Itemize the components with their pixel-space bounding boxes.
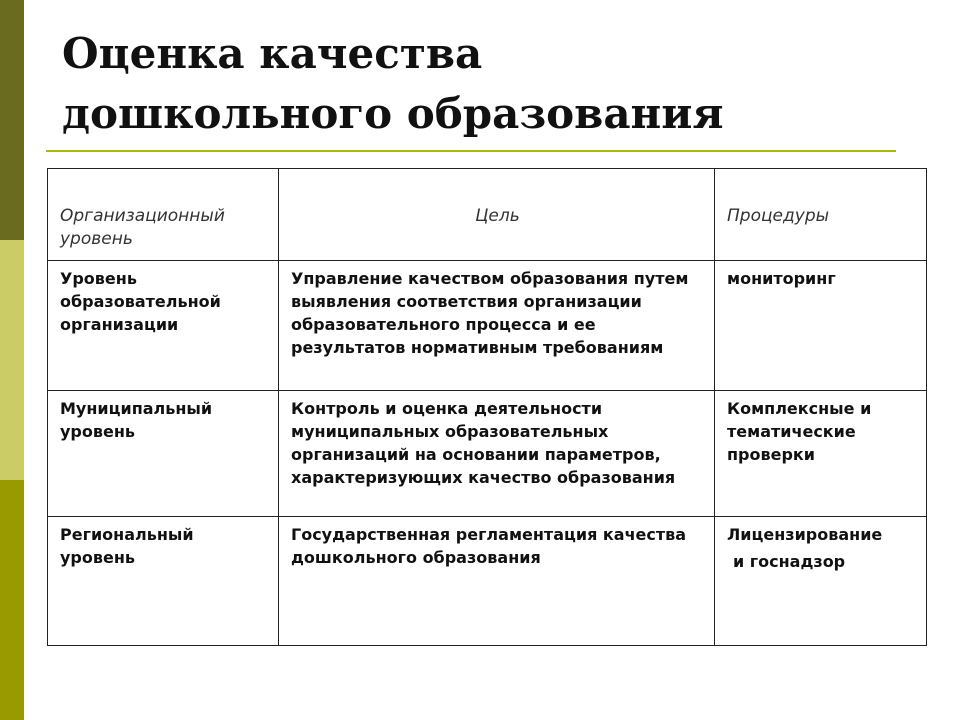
side-strip-bottom	[0, 480, 24, 720]
header-goal: Цель	[279, 169, 715, 261]
table-header-row	[48, 169, 927, 261]
cell-level: Муниципальный уровень	[48, 391, 279, 517]
procedure-line: мониторинг	[727, 269, 836, 288]
cell-procedures	[715, 391, 927, 517]
quality-assessment-table	[47, 168, 927, 646]
table-row	[48, 391, 927, 517]
title-underline	[46, 150, 896, 152]
table-row	[48, 261, 927, 391]
slide-title-line-2: дошкольного образования	[62, 89, 724, 138]
side-strip-top	[0, 0, 24, 240]
slide-title-line-1: Оценка качества	[62, 29, 483, 78]
cell-level: Региональный уровень	[48, 517, 279, 646]
procedure-line: и госнадзор	[733, 552, 846, 571]
cell-goal: Контроль и оценка деятельности муниципальных образовательных организаций на основании параметров, характеризующих качество образования	[279, 391, 715, 517]
cell-goal: Государственная регламентация качества дошкольного образования	[279, 517, 715, 646]
cell-procedures	[715, 517, 927, 646]
cell-procedures	[715, 261, 927, 391]
header-level: Организационный уровень	[48, 169, 279, 261]
header-procedures: Процедуры	[715, 169, 927, 261]
side-strip-middle	[0, 240, 24, 480]
table-row	[48, 517, 927, 646]
cell-level: Уровень образовательной организации	[48, 261, 279, 391]
slide-title	[62, 24, 922, 144]
procedure-line: Лицензирование	[727, 525, 883, 544]
cell-goal: Управление качеством образования путем выявления соответствия организации образовательного процесса и ее результатов нормативным требованиям	[279, 261, 715, 391]
procedure-line: Комплексные и тематические проверки	[727, 399, 872, 464]
